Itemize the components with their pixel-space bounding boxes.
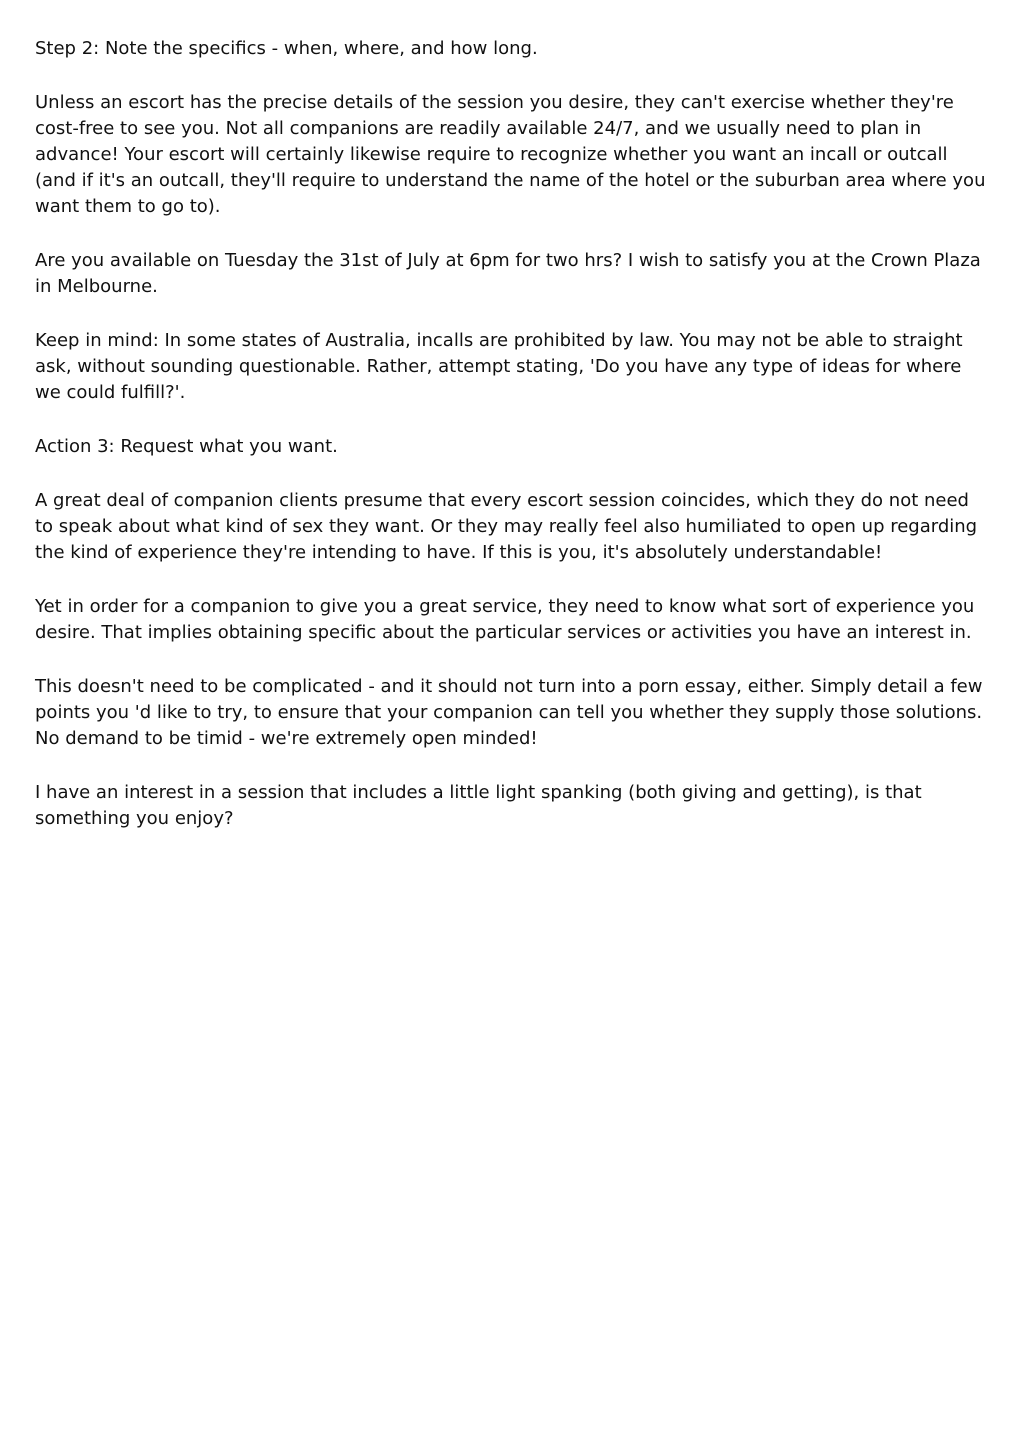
paragraph-incall-note: Keep in mind: In some states of Australia, incalls are prohibited by law. You may not be able to straight ask, without sounding questionable. Rather, attempt stating, 'Do you have any type of ideas for where we could fulfill?'.: [35, 330, 963, 403]
step-2-heading: Step 2: Note the specifics - when, where, and how long.: [35, 38, 538, 59]
paragraph-keep-simple: This doesn't need to be complicated - and it should not turn into a porn essay, either. Simply detail a few points you 'd like to try, to ensure that your companion can tell you whether they supply those solutions. No demand to be timid - we're extremely open minded!: [35, 676, 983, 749]
paragraph-session-details: Unless an escort has the precise details of the session you desire, they can't exercise whether they're cost-free to see you. Not all companions are readily available 24/7, and we usually need to plan in advance! Your escort will certainly likewise require to recognize whether you want an incall or outcall (and if it's an outcall, they'll require to understand the name of the hotel or the suburban area where you want them to go to).: [35, 92, 986, 217]
paragraph-example-request: Are you available on Tuesday the 31st of July at 6pm for two hrs? I wish to satisfy you at the Crown Plaza in Melbourne.: [35, 250, 981, 297]
paragraph-example-interest: I have an interest in a session that includes a little light spanking (both giving and getting), is that something you enjoy?: [35, 782, 922, 829]
document-page: [35, 36, 990, 860]
paragraph-client-assumptions: A great deal of companion clients presume that every escort session coincides, which they do not need to speak about what kind of sex they want. Or they may really feel also humiliated to open up regarding the kind of experience they're intending to have. If this is you, it's absolutely understandable!: [35, 490, 978, 563]
action-3-heading: Action 3: Request what you want.: [35, 436, 338, 457]
paragraph-service-needs: Yet in order for a companion to give you a great service, they need to know what sort of experience you desire. That implies obtaining specific about the particular services or activities you have an interest in.: [35, 596, 975, 643]
